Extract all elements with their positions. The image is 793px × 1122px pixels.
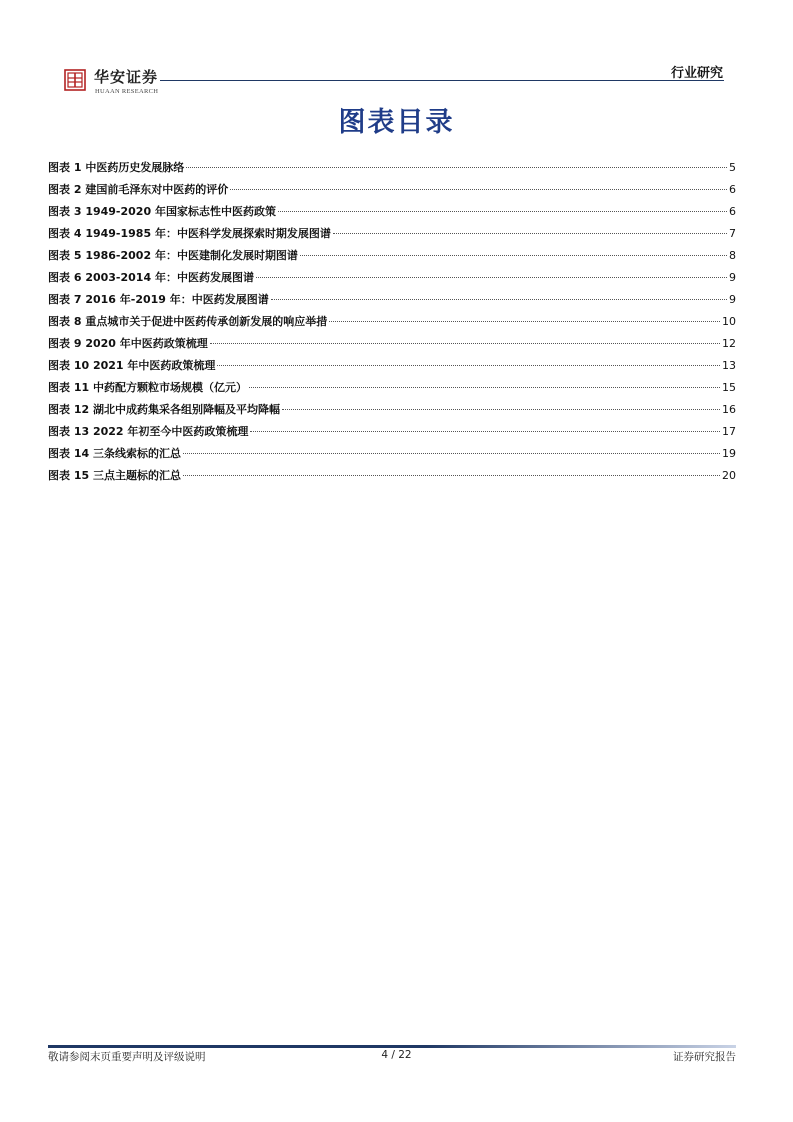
toc-entry-page: 8: [729, 249, 736, 262]
toc-entry[interactable]: [48, 313, 736, 335]
toc-entry[interactable]: [48, 445, 736, 467]
logo-chinese-name: 华安证券: [94, 68, 159, 86]
toc-leader-dots: [333, 233, 727, 234]
toc-entry-label: 图表 4 1949-1985 年：中医科学发展探索时期发展图谱: [48, 227, 331, 240]
toc-entry[interactable]: [48, 181, 736, 203]
footer-report-type: 证券研究报告: [673, 1051, 736, 1063]
toc-entry[interactable]: [48, 225, 736, 247]
toc-entry-label: 图表 13 2022 年初至今中医药政策梳理: [48, 425, 249, 438]
logo-english-name: HUAAN RESEARCH: [95, 88, 159, 95]
toc-entry-label: 图表 9 2020 年中医药政策梳理: [48, 337, 208, 350]
huaan-logo-icon: [64, 69, 86, 91]
toc-leader-dots: [183, 453, 720, 454]
toc-leader-dots: [217, 365, 720, 366]
toc-entry-label: 图表 8 重点城市关于促进中医药传承创新发展的响应举措: [48, 315, 328, 328]
toc-leader-dots: [249, 387, 720, 388]
toc-entry[interactable]: [48, 247, 736, 269]
toc-entry-label: 图表 14 三条线索标的汇总: [48, 447, 181, 460]
toc-leader-dots: [183, 475, 720, 476]
toc-entry-page: 13: [722, 359, 736, 372]
footer-rule: [48, 1045, 736, 1048]
toc-leader-dots: [329, 321, 720, 322]
toc-entry-label: 图表 15 三点主题标的汇总: [48, 469, 181, 482]
toc-entry-page: 17: [722, 425, 736, 438]
toc-entry-label: 图表 3 1949-2020 年国家标志性中医药政策: [48, 205, 276, 218]
toc-entry-label: 图表 2 建国前毛泽东对中医药的评价: [48, 183, 229, 196]
toc-entry-label: 图表 6 2003-2014 年：中医药发展图谱: [48, 271, 254, 284]
toc-entry-page: 5: [729, 161, 736, 174]
page-title: 图表目录: [338, 107, 455, 138]
toc-leader-dots: [278, 211, 727, 212]
page-number: 4 / 22: [381, 1049, 412, 1061]
footer-disclaimer: 敬请参阅末页重要声明及评级说明: [48, 1051, 206, 1063]
toc-entry-page: 16: [722, 403, 736, 416]
toc-entry-page: 12: [722, 337, 736, 350]
toc-entry-label: 图表 1 中医药历史发展脉络: [48, 161, 185, 174]
toc-leader-dots: [271, 299, 727, 300]
toc-leader-dots: [256, 277, 727, 278]
toc-entry[interactable]: [48, 291, 736, 313]
toc-entry-page: 19: [722, 447, 736, 460]
toc-entry-label: 图表 10 2021 年中医药政策梳理: [48, 359, 216, 372]
toc-entry-label: 图表 7 2016 年-2019 年：中医药发展图谱: [48, 293, 269, 306]
toc-entry-page: 20: [722, 469, 736, 482]
toc-entry-page: 15: [722, 381, 736, 394]
header-rule: [160, 80, 724, 81]
toc-entry-page: 7: [729, 227, 736, 240]
toc-leader-dots: [230, 189, 727, 190]
toc-entry[interactable]: [48, 203, 736, 225]
toc-entry-page: 6: [729, 205, 736, 218]
toc-entry-label: 图表 5 1986-2002 年：中医建制化发展时期图谱: [48, 249, 298, 262]
page-header: [0, 0, 793, 100]
toc-entry-page: 9: [729, 271, 736, 284]
toc-leader-dots: [250, 431, 720, 432]
toc-entry-page: 10: [722, 315, 736, 328]
toc-leader-dots: [300, 255, 727, 256]
toc-entry[interactable]: [48, 467, 736, 489]
toc-leader-dots: [282, 409, 720, 410]
toc-entry-page: 6: [729, 183, 736, 196]
toc-entry[interactable]: [48, 159, 736, 181]
toc-entry[interactable]: [48, 379, 736, 401]
toc-entry[interactable]: [48, 423, 736, 445]
toc-entry[interactable]: [48, 269, 736, 291]
toc-entry-label: 图表 11 中药配方颗粒市场规模（亿元）: [48, 381, 247, 394]
toc-entry-label: 图表 12 湖北中成药集采各组别降幅及平均降幅: [48, 403, 280, 416]
toc-leader-dots: [186, 167, 727, 168]
figure-index-list: [48, 159, 736, 489]
toc-entry[interactable]: [48, 401, 736, 423]
toc-entry[interactable]: [48, 357, 736, 379]
toc-leader-dots: [210, 343, 720, 344]
toc-entry-page: 9: [729, 293, 736, 306]
header-section-label: 行业研究: [670, 66, 723, 81]
toc-entry[interactable]: [48, 335, 736, 357]
